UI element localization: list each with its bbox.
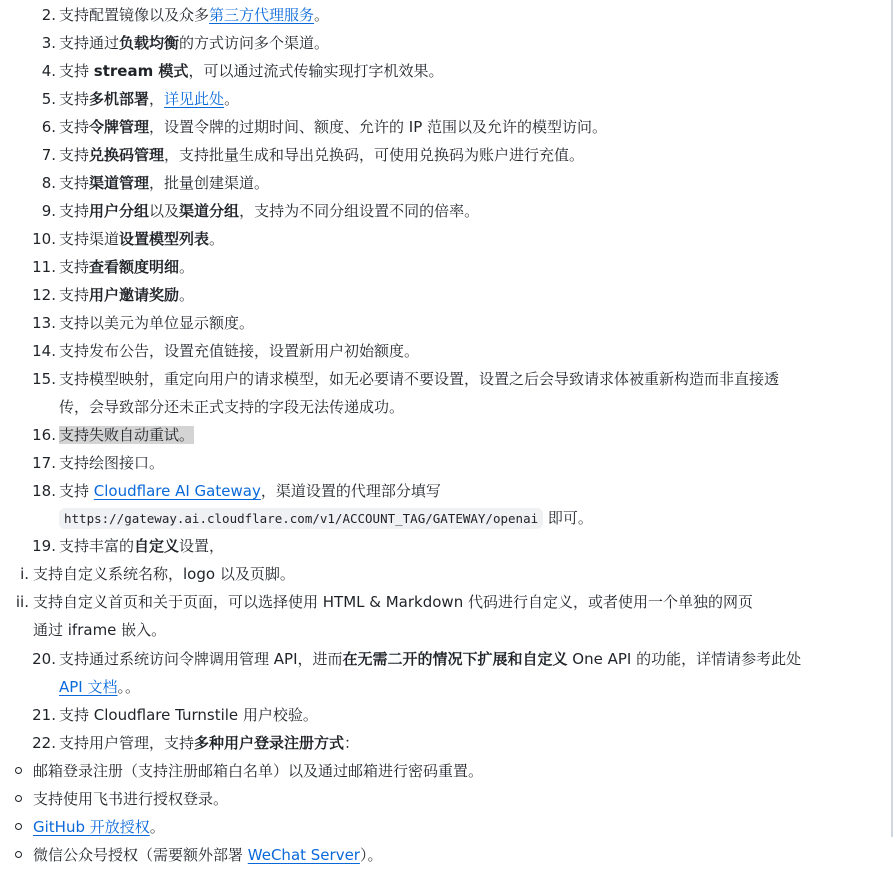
code-line <box>59 505 880 532</box>
sub-item-number: i. <box>20 565 29 583</box>
list-item <box>0 701 880 729</box>
bullet-item <box>0 841 880 869</box>
item-text: ，可以通过流式传输实现打字机效果。 <box>188 62 444 80</box>
item-number: 19. <box>32 537 56 555</box>
item-bold: 查看额度明细 <box>89 258 180 276</box>
item-text: ，批量创建渠道。 <box>149 174 270 192</box>
item-text: 。 <box>314 6 330 24</box>
list-item <box>0 1 880 29</box>
item-text: 支持 <box>59 62 94 80</box>
sub-item-number: ii. <box>15 593 29 611</box>
item-text: 支持 <box>59 118 90 136</box>
list-item <box>0 421 880 449</box>
sub-list-container <box>0 560 880 644</box>
github-oauth-link[interactable]: GitHub 开放授权 <box>33 818 150 836</box>
item-text: 。 <box>179 258 195 276</box>
item-text: 支持 <box>59 258 90 276</box>
bullet-list <box>0 757 880 869</box>
item-bold: 自定义 <box>134 537 180 555</box>
see-here-link[interactable]: 详见此处 <box>164 90 225 108</box>
sub-item-text: 支持自定义首页和关于页面，可以选择使用 HTML & Markdown 代码进行自定义，或者使用一个单独的网页 <box>33 593 753 611</box>
bullet-circle-icon <box>15 823 22 830</box>
item-text: 的方式访问多个渠道。 <box>179 34 330 52</box>
item-number: 12. <box>32 286 56 304</box>
item-text: 支持通过系统访问令牌调用管理 API，进而 <box>59 650 343 668</box>
item-bold: 令牌管理 <box>89 118 150 136</box>
list-item <box>0 645 880 701</box>
item-text: 支持以美元为单位显示额度。 <box>59 314 255 332</box>
item-text: 支持丰富的 <box>59 537 135 555</box>
bullet-text: 支持使用飞书进行授权登录。 <box>33 790 229 808</box>
list-item <box>0 113 880 141</box>
list-item <box>0 281 880 309</box>
bullet-circle-icon <box>15 767 22 774</box>
sub-item-text: 支持自定义系统名称，logo 以及页脚。 <box>33 565 295 583</box>
item-number: 16. <box>32 426 56 444</box>
item-text: 支持 <box>59 146 90 164</box>
item-text: 支持 <box>59 286 90 304</box>
item-text: ， <box>149 90 165 108</box>
item-text: 支持渠道 <box>59 230 120 248</box>
item-text: 支持用户管理，支持 <box>59 734 195 752</box>
feature-list <box>0 1 880 869</box>
bullet-list-container <box>0 757 880 869</box>
item-number: 3. <box>41 34 56 52</box>
item-bold: 渠道分组 <box>179 202 240 220</box>
item-number: 18. <box>32 482 56 500</box>
item-number: 4. <box>41 62 56 80</box>
item-number: 11. <box>32 258 56 276</box>
item-number: 13. <box>32 314 56 332</box>
item-text: 支持配置镜像以及众多 <box>59 6 210 24</box>
item-number: 5. <box>41 90 56 108</box>
list-item <box>0 449 880 477</box>
item-text: ，渠道设置的代理部分填写 <box>260 482 441 500</box>
item-bold: 用户分组 <box>89 202 150 220</box>
item-number: 17. <box>32 454 56 472</box>
bullet-circle-icon <box>15 795 22 802</box>
item-text: 支持通过 <box>59 34 120 52</box>
list-item <box>0 29 880 57</box>
item-text: ，支持为不同分组设置不同的倍率。 <box>239 202 480 220</box>
bullet-circle-icon <box>15 851 22 858</box>
bullet-text: 邮箱登录注册（支持注册邮箱白名单）以及通过邮箱进行密码重置。 <box>33 762 484 780</box>
item-bold: 设置模型列表 <box>119 230 210 248</box>
item-number: 14. <box>32 342 56 360</box>
list-item <box>0 253 880 281</box>
item-text: 即可。 <box>543 509 593 527</box>
list-item <box>0 57 880 85</box>
item-bold: 用户邀请奖励 <box>89 286 180 304</box>
item-bold: 兑换码管理 <box>89 146 165 164</box>
item-text: 传，会导致部分还未正式支持的字段无法传递成功。 <box>59 398 405 416</box>
sub-list <box>0 560 880 644</box>
item-text: 支持 <box>59 174 90 192</box>
item-text: ，设置令牌的过期时间、额度、允许的 IP 范围以及允许的模型访问。 <box>149 118 608 136</box>
sub-list-item <box>0 560 880 588</box>
item-text: 支持发布公告，设置充值链接，设置新用户初始额度。 <box>59 342 420 360</box>
bullet-text: 。 <box>149 818 165 836</box>
item-bold: 负载均衡 <box>119 34 180 52</box>
list-item <box>0 309 880 337</box>
list-item <box>0 141 880 169</box>
item-text: 支持绘图接口。 <box>59 454 165 472</box>
item-number: 15. <box>32 370 56 388</box>
item-text: 支持 <box>59 202 90 220</box>
list-item <box>0 477 880 532</box>
api-docs-link[interactable]: API 文档 <box>59 678 118 696</box>
cloudflare-ai-gateway-link[interactable]: Cloudflare AI Gateway <box>93 482 261 500</box>
bullet-text: ）。 <box>359 846 383 864</box>
list-item <box>0 169 880 197</box>
third-party-proxy-link[interactable]: 第三方代理服务 <box>209 6 315 24</box>
item-bold: 在无需二开的情况下扩展和自定义 <box>342 650 568 668</box>
item-text: 支持 <box>59 482 94 500</box>
item-text: 以及 <box>149 202 180 220</box>
bullet-item <box>0 757 880 785</box>
item-number: 7. <box>41 146 56 164</box>
item-bold: 多机部署 <box>89 90 150 108</box>
item-text: 支持 <box>59 90 90 108</box>
item-number: 10. <box>32 230 56 248</box>
wechat-server-link[interactable]: WeChat Server <box>247 846 360 864</box>
item-text: 设置， <box>179 537 225 555</box>
item-text: ： <box>344 734 360 752</box>
item-text: 支持模型映射，重定向用户的请求模型，如无必要请不要设置，设置之后会导致请求体被重新构造而非直接透 <box>59 370 780 388</box>
list-item <box>0 85 880 113</box>
item-number: 9. <box>41 202 56 220</box>
list-item <box>0 532 880 560</box>
item-text: 。。 <box>117 678 141 696</box>
item-text: 。 <box>179 286 195 304</box>
item-number: 2. <box>41 6 56 24</box>
item-text: One API 的功能，详情请参考此处 <box>567 650 802 668</box>
item-bold: 渠道管理 <box>89 174 150 192</box>
item-text: 。 <box>209 230 225 248</box>
list-item <box>0 197 880 225</box>
item-number: 8. <box>41 174 56 192</box>
list-item <box>0 337 880 365</box>
inline-code: https://gateway.ai.cloudflare.com/v1/ACCOUNT_TAG/GATEWAY/openai <box>59 508 543 529</box>
list-item <box>0 365 880 421</box>
item-number: 20. <box>32 650 56 668</box>
sub-item-text: 通过 iframe 嵌入。 <box>33 621 167 639</box>
item-bold: stream 模式 <box>93 62 189 80</box>
item-bold: 多种用户登录注册方式 <box>194 734 345 752</box>
item-text: 支持 Cloudflare Turnstile 用户校验。 <box>59 706 318 724</box>
item-text: ，支持批量生成和导出兑换码，可使用兑换码为账户进行充值。 <box>164 146 585 164</box>
item-number: 6. <box>41 118 56 136</box>
bullet-item <box>0 785 880 813</box>
item-number: 21. <box>32 706 56 724</box>
item-text: 。 <box>224 90 240 108</box>
list-item <box>0 225 880 253</box>
bullet-text: 微信公众号授权（需要额外部署 <box>33 846 248 864</box>
selected-text: 支持失败自动重试。 <box>59 426 195 444</box>
list-item <box>0 729 880 757</box>
item-number: 22. <box>32 734 56 752</box>
sub-list-item <box>0 588 880 644</box>
